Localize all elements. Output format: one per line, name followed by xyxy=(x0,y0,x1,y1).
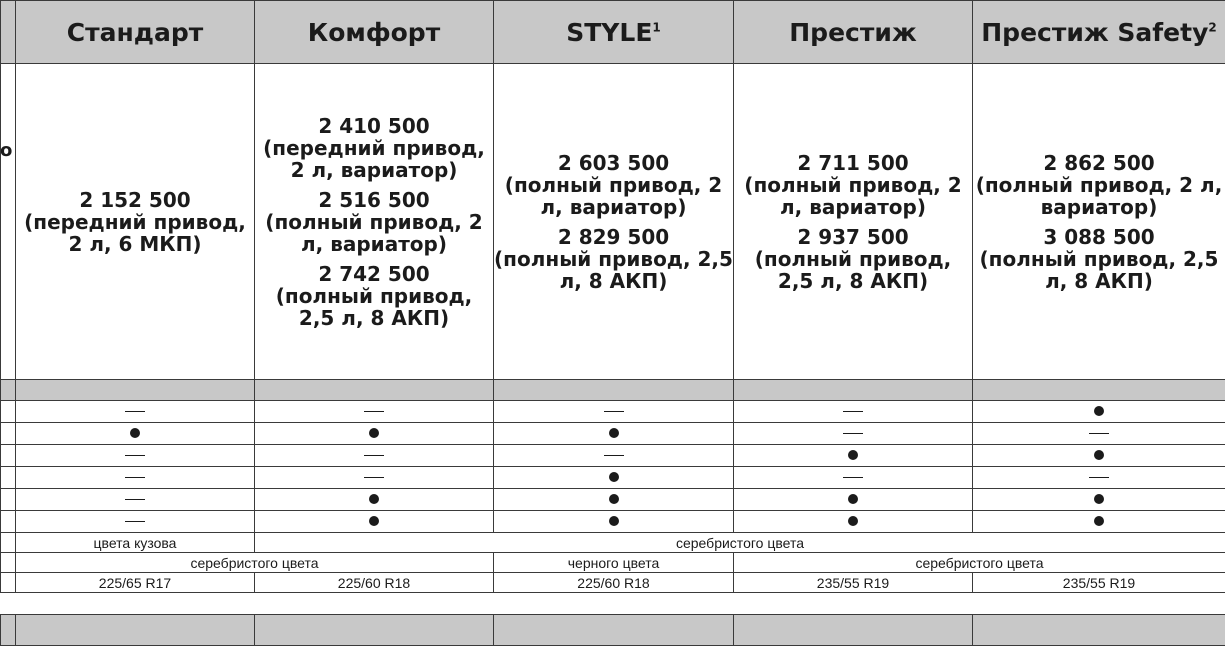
price-block: 2 603 500 (полный привод, 2 л, вариатор) xyxy=(504,150,723,219)
header-row xyxy=(1,1,1225,64)
feature-row xyxy=(1,445,1225,467)
feature-cell xyxy=(973,401,1225,423)
not-available-dash-icon xyxy=(1089,433,1109,434)
price-cell-standard xyxy=(16,64,255,380)
feature-cell xyxy=(734,467,973,489)
not-available-dash-icon xyxy=(364,411,384,412)
not-available-dash-icon xyxy=(125,521,145,522)
color-row-2 xyxy=(1,553,1225,573)
feature-cell xyxy=(494,423,734,445)
text-cell: серебристого цвета xyxy=(255,533,1225,553)
price-block: 2 410 500 (передний привод, 2 л, вариатор) xyxy=(263,113,485,182)
feature-cell xyxy=(255,489,494,511)
feature-cell xyxy=(255,423,494,445)
price-cell-comfort xyxy=(255,64,494,380)
feature-cell xyxy=(16,445,255,467)
feature-cell xyxy=(494,401,734,423)
not-available-dash-icon xyxy=(125,455,145,456)
included-dot-icon xyxy=(848,516,858,526)
included-dot-icon xyxy=(848,494,858,504)
included-dot-icon xyxy=(609,472,619,482)
col-header-prestige: Престиж xyxy=(734,1,973,64)
included-dot-icon xyxy=(369,428,379,438)
feature-row xyxy=(1,489,1225,511)
not-available-dash-icon xyxy=(843,411,863,412)
not-available-dash-icon xyxy=(843,433,863,434)
feature-row xyxy=(1,511,1225,533)
row-label-cell xyxy=(1,1,16,64)
not-available-dash-icon xyxy=(604,455,624,456)
row-label-cell xyxy=(1,533,16,553)
feature-rows xyxy=(1,401,1225,533)
included-dot-icon xyxy=(1094,494,1104,504)
feature-cell xyxy=(734,401,973,423)
feature-cell xyxy=(494,489,734,511)
price-block: 2 711 500 (полный привод, 2 л, вариатор) xyxy=(744,150,962,219)
row-label-cell xyxy=(1,64,16,380)
feature-cell xyxy=(255,401,494,423)
included-dot-icon xyxy=(1094,406,1104,416)
row-label-cell xyxy=(1,573,16,593)
feature-cell xyxy=(973,511,1225,533)
cut-off-label-fragment: о xyxy=(0,140,13,161)
not-available-dash-icon xyxy=(604,411,624,412)
tire-cell: 225/65 R17 xyxy=(16,573,255,593)
text-cell: серебристого цвета xyxy=(734,553,1225,573)
section-divider-row xyxy=(1,380,1225,401)
feature-cell xyxy=(973,467,1225,489)
included-dot-icon xyxy=(130,428,140,438)
price-block: 2 516 500 (полный привод, 2 л, вариатор) xyxy=(265,187,483,256)
col-header-standard: Стандарт xyxy=(16,1,255,64)
price-cell-prestige-safety xyxy=(973,64,1225,380)
text-cell: серебристого цвета xyxy=(16,553,494,573)
feature-cell xyxy=(16,511,255,533)
feature-cell xyxy=(16,467,255,489)
tire-cell: 235/55 R19 xyxy=(973,573,1225,593)
price-block: 2 742 500 (полный привод, 2,5 л, 8 АКП) xyxy=(275,261,473,330)
feature-cell xyxy=(494,511,734,533)
row-label-cell xyxy=(1,467,16,489)
tire-cell: 225/60 R18 xyxy=(494,573,734,593)
feature-cell xyxy=(16,489,255,511)
not-available-dash-icon xyxy=(843,477,863,478)
price-cell-prestige xyxy=(734,64,973,380)
not-available-dash-icon xyxy=(125,411,145,412)
feature-cell xyxy=(734,445,973,467)
row-label-cell xyxy=(1,553,16,573)
included-dot-icon xyxy=(609,428,619,438)
included-dot-icon xyxy=(369,494,379,504)
tire-cell: 235/55 R19 xyxy=(734,573,973,593)
feature-cell xyxy=(16,401,255,423)
price-block: 2 152 500 (передний привод, 2 л, 6 МКП) xyxy=(24,187,246,256)
not-available-dash-icon xyxy=(364,477,384,478)
feature-cell xyxy=(494,467,734,489)
included-dot-icon xyxy=(609,516,619,526)
price-block: 2 862 500 (полный привод, 2 л, вариатор) xyxy=(975,150,1223,219)
feature-cell xyxy=(734,423,973,445)
included-dot-icon xyxy=(369,516,379,526)
feature-row xyxy=(1,401,1225,423)
tire-cell: 225/60 R18 xyxy=(255,573,494,593)
feature-row xyxy=(1,423,1225,445)
feature-row xyxy=(1,467,1225,489)
row-label-cell xyxy=(1,445,16,467)
feature-cell xyxy=(734,511,973,533)
row-label-cell xyxy=(1,423,16,445)
price-block: 2 937 500 (полный привод, 2,5 л, 8 АКП) xyxy=(754,224,952,293)
table-gap xyxy=(1,593,1225,615)
col-header-style: STYLE$^1$ xyxy=(494,1,734,64)
included-dot-icon xyxy=(1094,450,1104,460)
feature-cell xyxy=(16,423,255,445)
tire-row xyxy=(1,573,1225,593)
feature-cell xyxy=(255,511,494,533)
color-row-1 xyxy=(1,533,1225,553)
text-cell: цвета кузова xyxy=(16,533,255,553)
included-dot-icon xyxy=(1094,516,1104,526)
col-header-prestige-safety: Престиж Safety$^2$ xyxy=(973,1,1225,64)
price-row xyxy=(1,64,1225,380)
not-available-dash-icon xyxy=(125,477,145,478)
included-dot-icon xyxy=(848,450,858,460)
feature-cell xyxy=(973,445,1225,467)
row-label-cell xyxy=(1,489,16,511)
feature-cell xyxy=(494,445,734,467)
feature-cell xyxy=(255,467,494,489)
col-header-comfort: Комфорт xyxy=(255,1,494,64)
price-cell-style xyxy=(494,64,734,380)
not-available-dash-icon xyxy=(125,499,145,500)
feature-cell xyxy=(734,489,973,511)
included-dot-icon xyxy=(609,494,619,504)
feature-cell xyxy=(255,445,494,467)
price-block: 3 088 500 (полный привод, 2,5 л, 8 АКП) xyxy=(979,224,1219,293)
row-label-cell xyxy=(1,511,16,533)
not-available-dash-icon xyxy=(364,455,384,456)
row-label-cell xyxy=(1,401,16,423)
not-available-dash-icon xyxy=(1089,477,1109,478)
feature-cell xyxy=(973,423,1225,445)
feature-cell xyxy=(973,489,1225,511)
text-cell: черного цвета xyxy=(494,553,734,573)
next-table-header xyxy=(1,615,1225,646)
price-block: 2 829 500 (полный привод, 2,5 л, 8 АКП) xyxy=(494,224,733,293)
